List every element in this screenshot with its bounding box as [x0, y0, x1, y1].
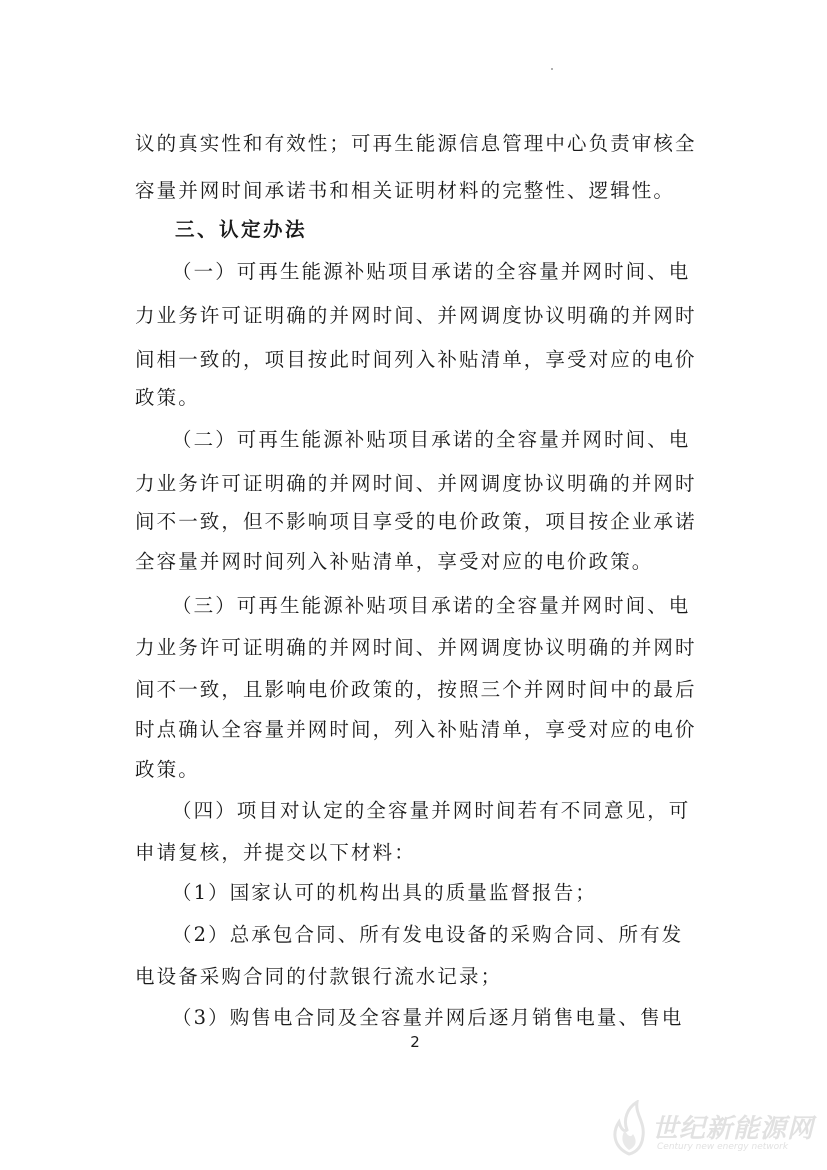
paragraph-line: 间不一致，但不影响项目享受的电价政策，项目按企业承诺 [135, 510, 697, 533]
list-item: （1）国家认可的机构出具的质量监督报告； [172, 881, 597, 904]
list-item: （2）总承包合同、所有发电设备的采购合同、所有发 [172, 923, 684, 946]
paragraph-line: 间相一致的，项目按此时间列入补贴清单，享受对应的电价 [135, 348, 697, 371]
watermark-text: 世纪新能源网 [652, 1114, 815, 1144]
watermark-logo [605, 1098, 815, 1158]
paragraph-line: 容量并网时间承诺书和相关证明材料的完整性、逻辑性。 [135, 179, 676, 202]
page-number: 2 [410, 1033, 420, 1051]
paragraph-line: （一）可再生能源补贴项目承诺的全容量并网时间、电 [172, 260, 691, 283]
paragraph-line: 政策。 [135, 386, 200, 409]
paragraph-line: （三）可再生能源补贴项目承诺的全容量并网时间、电 [172, 594, 691, 617]
paragraph-line: 力业务许可证明确的并网时间、并网调度协议明确的并网时 [135, 472, 697, 495]
watermark-subtext: Century new energy network [657, 1142, 789, 1152]
paragraph-line: 间不一致，且影响电价政策的，按照三个并网时间中的最后 [135, 678, 697, 701]
paragraph-line: （二）可再生能源补贴项目承诺的全容量并网时间、电 [172, 428, 691, 451]
paragraph-line: 力业务许可证明确的并网时间、并网调度协议明确的并网时 [135, 304, 697, 327]
list-item: （3）购售电合同及全容量并网后逐月销售电量、售电 [172, 1006, 684, 1029]
section-heading: 三、认定办法 [175, 218, 308, 241]
flame-icon [607, 1100, 651, 1156]
paragraph-line: 议的真实性和有效性；可再生能源信息管理中心负责审核全 [135, 132, 697, 155]
list-item-continuation: 电设备采购合同的付款银行流水记录； [135, 965, 503, 988]
paragraph-line: 时点确认全容量并网时间，列入补贴清单，享受对应的电价 [135, 718, 697, 741]
paragraph-line: （四）项目对认定的全容量并网时间若有不同意见，可 [172, 799, 691, 822]
paragraph-line: 全容量并网时间列入补贴清单，享受对应的电价政策。 [135, 550, 654, 573]
paragraph-line: 申请复核，并提交以下材料： [135, 841, 416, 864]
paragraph-line: 政策。 [135, 758, 200, 781]
paragraph-line: 力业务许可证明确的并网时间、并网调度协议明确的并网时 [135, 636, 697, 659]
scan-speck [551, 68, 553, 70]
